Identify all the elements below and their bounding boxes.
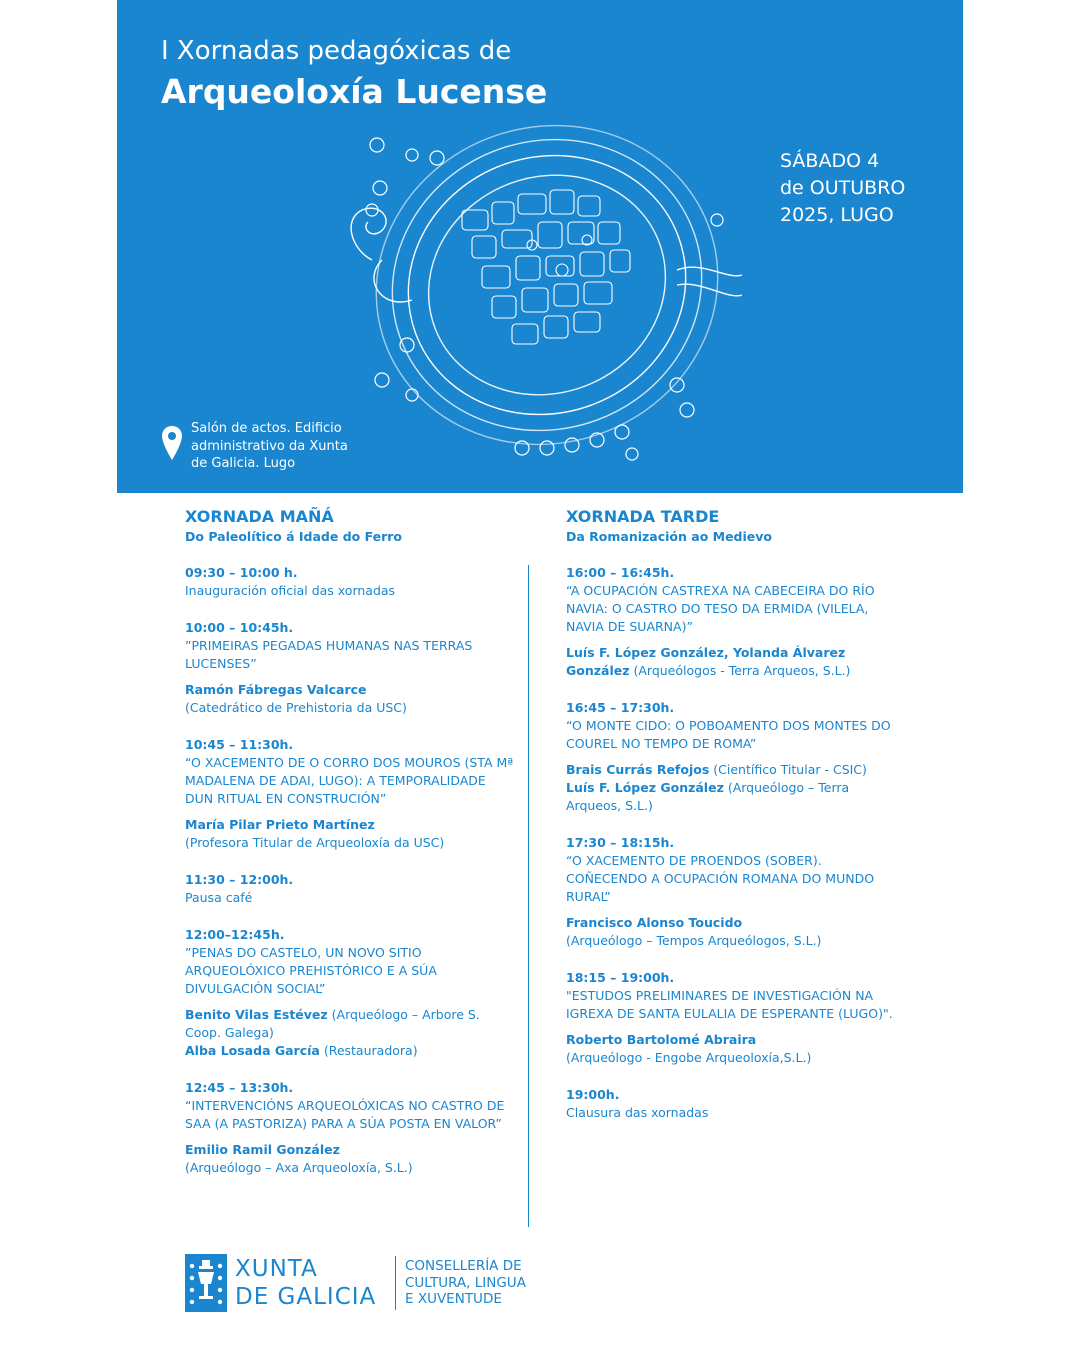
time-slot: 17:30 – 18:15h. <box>566 835 675 850</box>
time-slot: 12:45 – 13:30h. <box>185 1080 294 1095</box>
talk-title: "ESTUDOS PRELIMINARES DE INVESTIGACIÓN NA IGREXA DE SANTA EULALIA DE ESPERANTE (LUGO)". <box>566 988 893 1021</box>
department-line: CONSELLERÍA DE <box>405 1258 522 1274</box>
talk-title: “O XACEMENTO DE PROENDOS (SOBER). COÑECENDO A OCUPACIÓN ROMANA DO MUNDO RURAL” <box>566 853 875 904</box>
speaker <box>566 914 906 932</box>
speaker-role: (Arqueólogo – Axa Arqueoloxía, S.L.) <box>185 1160 413 1175</box>
time-slot: 16:45 – 17:30h. <box>566 700 675 715</box>
schedule-item <box>185 871 515 907</box>
date-line: SÁBADO 4 <box>780 150 880 172</box>
speaker-name: Alba Losada García <box>185 1043 320 1058</box>
speaker-name: María Pilar Prieto Martínez <box>185 817 375 832</box>
xunta-crest-icon <box>185 1254 227 1312</box>
schedule-item <box>566 699 906 815</box>
speaker <box>185 1042 515 1060</box>
schedule-item <box>185 564 515 600</box>
event-date <box>780 148 905 229</box>
department-name <box>405 1258 526 1308</box>
time-slot: 18:15 – 19:00h. <box>566 970 675 985</box>
department-line: CULTURA, LINGUA <box>405 1274 526 1291</box>
section-title: XORNADA TARDE <box>566 507 720 526</box>
footer-logos <box>185 1254 585 1314</box>
speaker-name: Benito Vilas Estévez <box>185 1007 328 1022</box>
speaker-name: Francisco Alonso Toucido <box>566 915 743 930</box>
talk-title: “O MONTE CIDO: O POBOAMENTO DOS MONTES DO COUREL NO TEMPO DE ROMA” <box>566 718 891 751</box>
schedule-item <box>566 834 906 950</box>
speaker-role: (Catedrático de Prehistoria da USC) <box>185 700 407 715</box>
title-line-1: I Xornadas pedagóxicas de <box>161 36 512 66</box>
speaker-role: (Arqueólogos - Terra Arqueos, S.L.) <box>629 663 851 678</box>
speaker-role: (Arqueólogo – Tempos Arqueólogos, S.L.) <box>566 933 822 948</box>
speaker <box>185 816 515 834</box>
venue-address <box>191 420 348 473</box>
talk-title: ”PENAS DO CASTELO, UN NOVO SITIO ARQUEOLÓXICO PREHISTÓRICO E A SÚA DIVULGACIÓN SOCIAL” <box>185 945 437 996</box>
speaker <box>566 644 906 680</box>
speaker <box>185 681 515 699</box>
time-slot: 10:45 – 11:30h. <box>185 737 294 752</box>
morning-schedule <box>185 506 515 1196</box>
speaker-name: Luís F. López González <box>566 780 724 795</box>
column-divider <box>528 565 529 1227</box>
xunta-wordmark-line-2: DE GALICIA <box>235 1284 377 1310</box>
talk-title: “O XACEMENTO DE O CORRO DOS MOUROS (STA Mª MADALENA DE ADAI, LUGO): A TEMPORALIDADE DUN RITUAL EN CONSTRUCIÓN” <box>185 755 514 806</box>
hero-banner <box>117 0 963 493</box>
castro-illustration <box>332 110 742 470</box>
schedule-item <box>566 564 906 680</box>
time-slot: 12:00–12:45h. <box>185 927 285 942</box>
speaker <box>185 1141 515 1159</box>
time-slot: 16:00 – 16:45h. <box>566 565 675 580</box>
speaker-role: (Arqueólogo - Engobe Arqueoloxía,S.L.) <box>566 1050 812 1065</box>
schedule-item <box>185 619 515 717</box>
speaker-role: (Científico Titular - CSIC) <box>709 762 867 777</box>
talk-title: ”PRIMEIRAS PEGADAS HUMANAS NAS TERRAS LUCENSES” <box>185 638 473 671</box>
schedule-item <box>185 1079 515 1177</box>
venue-line: administrativo da Xunta <box>191 438 348 454</box>
schedule-item <box>185 926 515 1060</box>
location-pin-icon <box>161 425 183 461</box>
section-title: XORNADA MAÑÁ <box>185 507 334 526</box>
department-line: E XUVENTUDE <box>405 1291 502 1307</box>
section-subtitle: Da Romanización ao Medievo <box>566 529 772 544</box>
item-text: Inauguración oficial das xornadas <box>185 583 396 598</box>
speaker-name: Emilio Ramil González <box>185 1142 340 1157</box>
schedule-item <box>566 1086 906 1122</box>
venue-line: Salón de actos. Edificio <box>191 421 342 436</box>
speaker-name: Luís F. López González, Yolanda Álvarez González <box>566 645 846 678</box>
xunta-wordmark-line-1: XUNTA <box>235 1256 318 1282</box>
talk-title: “A OCUPACIÓN CASTREXA NA CABECEIRA DO RÍO NAVIA: O CASTRO DO TESO DA ERMIDA (VILELA, NAVIA DE SUARNA)” <box>566 583 875 634</box>
speaker-name: Roberto Bartolomé Abraira <box>566 1032 757 1047</box>
schedule-item <box>566 969 906 1067</box>
speaker <box>566 1031 906 1049</box>
speaker-role: (Profesora Titular de Arqueoloxía da USC) <box>185 835 445 850</box>
item-text: Clausura das xornadas <box>566 1105 709 1120</box>
speaker-name: Brais Currás Refojos <box>566 762 710 777</box>
speaker <box>185 1006 515 1042</box>
title-line-2: Arqueoloxía Lucense <box>161 72 548 111</box>
talk-title: “INTERVENCIÓNS ARQUEOLÓXICAS NO CASTRO DE SAA (A PASTORIZA) PARA A SÚA POSTA EN VALOR” <box>185 1098 505 1131</box>
item-text: Pausa café <box>185 890 253 905</box>
date-line: 2025, LUGO <box>780 204 894 226</box>
speaker <box>566 779 906 815</box>
time-slot: 10:00 – 10:45h. <box>185 620 294 635</box>
venue-line: de Galicia. Lugo <box>191 456 296 471</box>
speaker-name: Ramón Fábregas Valcarce <box>185 682 367 697</box>
speaker-role: (Restauradora) <box>319 1043 418 1058</box>
time-slot: 09:30 – 10:00 h. <box>185 565 298 580</box>
schedule-item <box>185 736 515 852</box>
speaker-role: (Arqueólogo – Terra Arqueos, S.L.) <box>566 780 850 813</box>
speaker <box>566 761 906 779</box>
time-slot: 19:00h. <box>566 1087 620 1102</box>
date-line: de OUTUBRO <box>780 177 906 199</box>
afternoon-schedule <box>566 506 906 1141</box>
time-slot: 11:30 – 12:00h. <box>185 872 294 887</box>
footer-divider <box>395 1256 396 1310</box>
speaker-role: (Arqueólogo – Arbore S. Coop. Galega) <box>185 1007 480 1040</box>
section-subtitle: Do Paleolítico á Idade do Ferro <box>185 529 403 544</box>
